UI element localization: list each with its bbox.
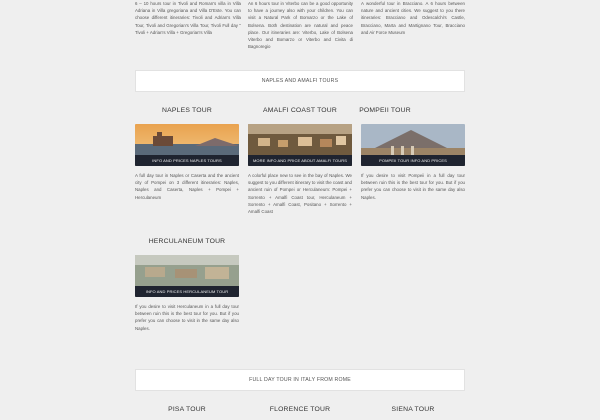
- viterbo-tour-description: An 6 hours tour in Viterbo can be a good opportunity to have a journey also with your children. You can visit a Natural Park of Bomarzo or the Lake of Bolsena. Both destination are natural and peace place. Our itineraries are: Viterbo, Lake of Bolsena Viterbo and Bomarzo or Viterbo and Civita di Bagnoregio: [248, 1, 353, 50]
- amalfi-tour-description: A colorful place new to see in the bay of Naples. We suggest to you different itinerary to visit the coast and ancient ruin of Pompei or Herculaneum: Pompei + Sorrento + Amalfi Coast tour, Herculaneum + Sorrento + Amalfi Coast, Positano + Sorrento + Amalfi Coast: [248, 173, 352, 215]
- tivoli-tour-description: 6 – 10 hours tour in Tivoli and Roman's villa in Villa Adriana in Villa gregoriana and Villa D'Este. You can choose different itineraries: Tivoli and Adrian's Villa Tour, Tivoli and Gregorian's Villa Tour, Tivoli Full day " Tivoli + Adrian's Villa + Gregorian's Villa: [135, 1, 241, 35]
- pompeii-tour-description: If you desire to visit Pompeii in a full day tour between ruin this is the best tour for you. But if you prefer you can choose to visit in the same day also Naples.: [361, 173, 465, 200]
- herculaneum-tour-description: If you desire to visit Herculaneum in a full day tour between ruin this is the best tour for you. But if you prefer you can choose to visit in the same day also Naples.: [135, 304, 239, 331]
- herculaneum-info-button[interactable]: INFO AND PRICES HERCULANEUM TOUR: [135, 286, 239, 297]
- bracciano-tour-description: A wonderful tour in Bracciano. A 6 hours between nature and ancient cities. We suggest to you there itineraries: Bracciano and Odescalchi's Castle, Bracciano, Marta and Martignano Tour, Bracciano and Air Force Museum: [361, 1, 465, 35]
- naples-info-button[interactable]: INFO AND PRICES NAPLES TOURS: [135, 155, 239, 166]
- section-title: NAPLES AND AMALFI TOURS: [261, 78, 339, 84]
- siena-tour-title[interactable]: SIENA TOUR: [391, 406, 435, 413]
- naples-tour-title[interactable]: NAPLES TOUR: [162, 107, 212, 114]
- naples-tour-description: A full day tour in Naples or Caserta and the ancient city of Pompei on 3 different itineraries: Naples, Naples and Caserta, Naples + Pompei + Herculaneum: [135, 173, 239, 200]
- section-header-full-day-italy: [135, 369, 465, 391]
- section-header-naples-amalfi: [135, 70, 465, 92]
- herculaneum-tour-title[interactable]: HERCULANEUM TOUR: [148, 238, 226, 245]
- amalfi-tour-image[interactable]: [248, 124, 352, 166]
- pompeii-tour-image[interactable]: [361, 124, 465, 166]
- amalfi-info-button[interactable]: MORE INFO AND PRICE ABOUT AMALFI TOURS: [248, 155, 352, 166]
- naples-tour-image[interactable]: [135, 124, 239, 166]
- pisa-tour-title[interactable]: PISA TOUR: [168, 406, 206, 413]
- pompeii-info-button[interactable]: POMPEII TOUR INFO AND PRICES: [361, 155, 465, 166]
- herculaneum-tour-image[interactable]: [135, 255, 239, 297]
- pompeii-tour-title[interactable]: POMPEII TOUR: [359, 107, 411, 114]
- amalfi-tour-title[interactable]: AMALFI COAST TOUR: [262, 107, 338, 114]
- florence-tour-title[interactable]: FLORENCE TOUR: [269, 406, 331, 413]
- section-title: FULL DAY TOUR IN ITALY FROM ROME: [249, 377, 351, 383]
